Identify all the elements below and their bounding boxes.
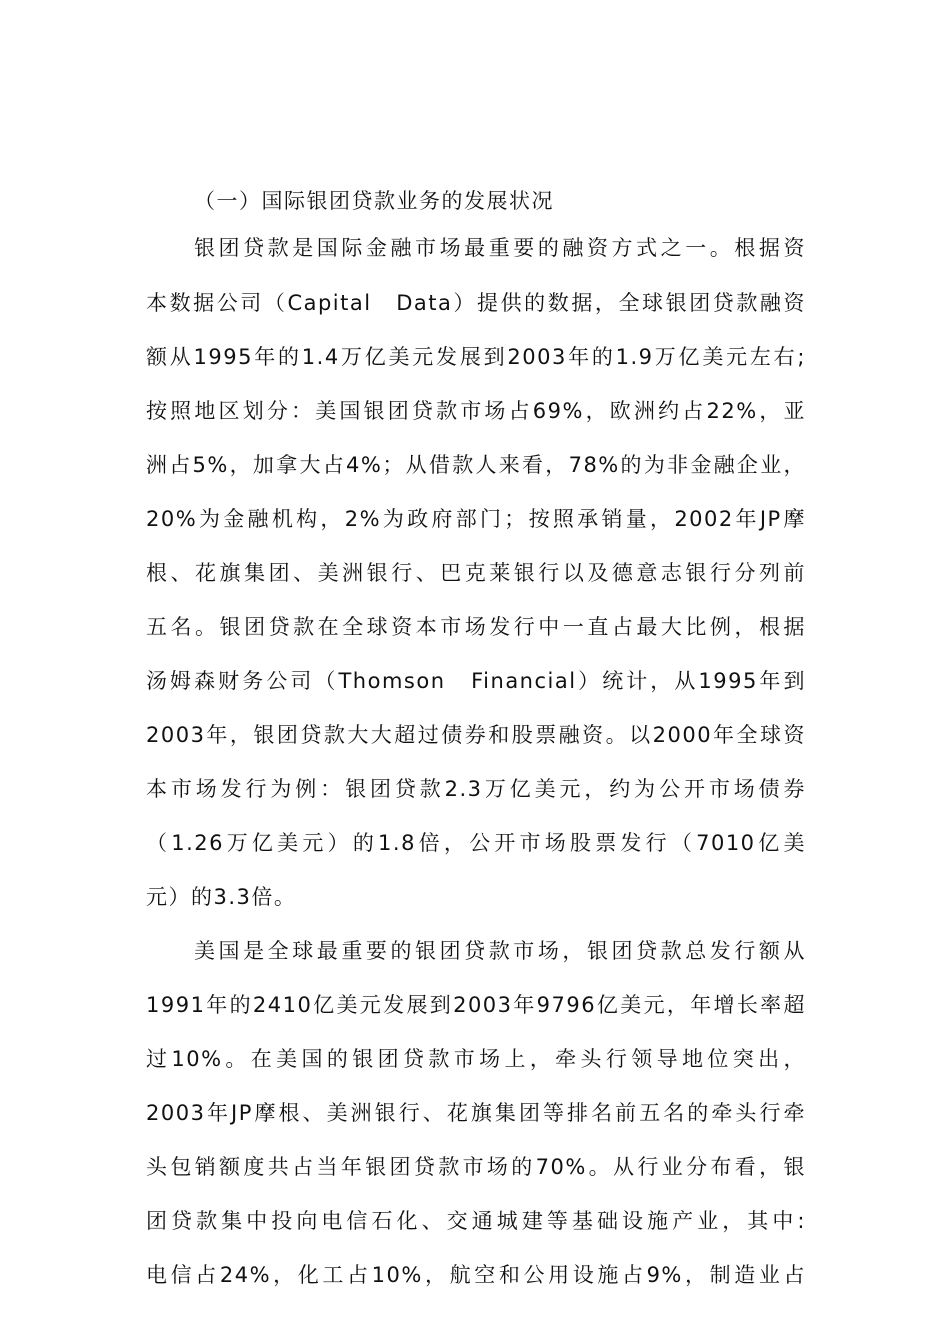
paragraph-line: 五名。银团贷款在全球资本市场发行中一直占最大比例，根据 [146,615,806,639]
paragraph-line: 本市场发行为例：银团贷款2.3万亿美元，约为公开市场债券 [146,777,806,801]
paragraph-line: 额从1995年的1.4万亿美元发展到2003年的1.9万亿美元左右; [146,345,806,369]
paragraph-line: 过10%。在美国的银团贷款市场上，牵头行领导地位突出， [146,1047,806,1071]
section-heading: （一）国际银团贷款业务的发展状况 [194,189,554,213]
paragraph-line: 洲占5%，加拿大占4%；从借款人来看，78%的为非金融企业， [146,453,806,477]
paragraph-line: 2003年JP摩根、美洲银行、花旗集团等排名前五名的牵头行牵 [146,1101,806,1125]
paragraph-line: 根、花旗集团、美洲银行、巴克莱银行以及德意志银行分列前 [146,561,806,585]
paragraph-line: 银团贷款是国际金融市场最重要的融资方式之一。根据资 [194,236,806,260]
paragraph-line: 本数据公司（Capital Data）提供的数据，全球银团贷款融资 [146,291,806,315]
paragraph-line: 团贷款集中投向电信石化、交通城建等基础设施产业，其中: [146,1209,806,1233]
paragraph-line: 电信占24%，化工占10%，航空和公用设施占9%，制造业占 [146,1263,806,1287]
paragraph-line: 元）的3.3倍。 [146,885,297,909]
paragraph-line: 美国是全球最重要的银团贷款市场，银团贷款总发行额从 [194,939,806,963]
paragraph-line: 汤姆森财务公司（Thomson Financial）统计，从1995年到 [146,669,806,693]
paragraph-line: 按照地区划分：美国银团贷款市场占69%，欧洲约占22%，亚 [146,399,806,423]
paragraph-line: （1.26万亿美元）的1.8倍，公开市场股票发行（7010亿美 [146,831,806,855]
paragraph-line: 2003年，银团贷款大大超过债券和股票融资。以2000年全球资 [146,723,806,747]
paragraph-line: 头包销额度共占当年银团贷款市场的70%。从行业分布看，银 [146,1155,806,1179]
paragraph-line: 20%为金融机构，2%为政府部门；按照承销量，2002年JP摩 [146,507,806,531]
paragraph-line: 1991年的2410亿美元发展到2003年9796亿美元，年增长率超 [146,993,806,1017]
